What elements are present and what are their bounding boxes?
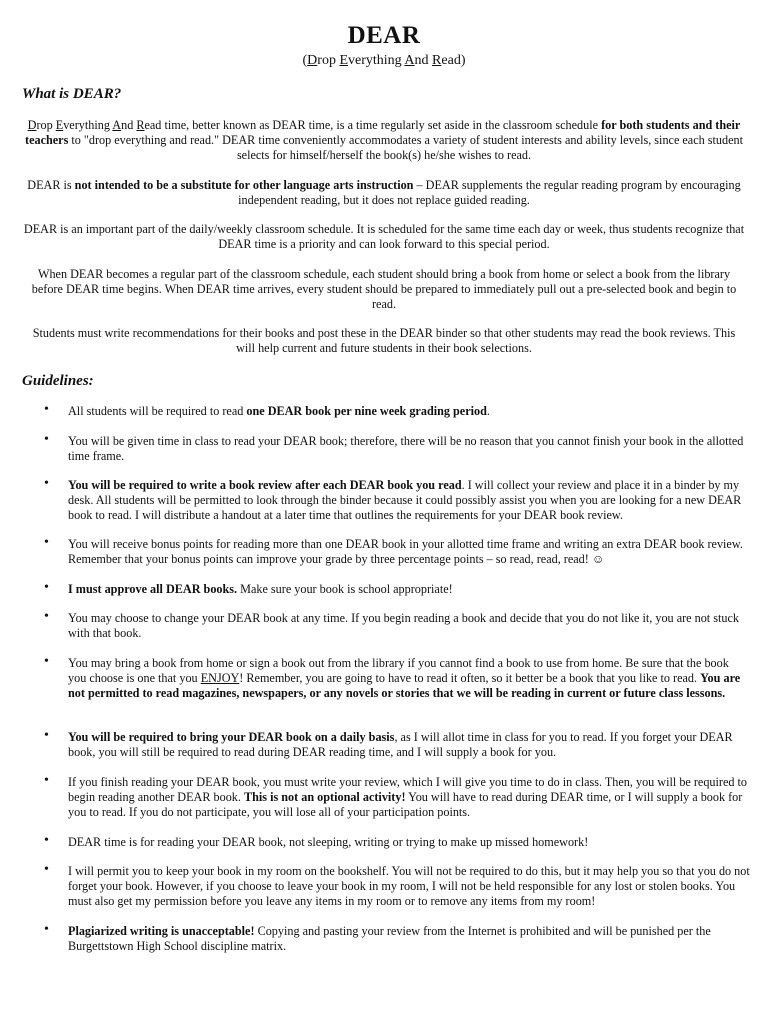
- bullet-icon: •: [44, 773, 49, 788]
- subtitle-letter-a: A: [404, 53, 415, 68]
- text-run: All students will be required to read: [68, 404, 247, 418]
- text-run: You will have to read during DEAR time, or I will supply a book for you to read. If you do not participate, you will lose all of your participation points.: [68, 790, 743, 819]
- text-run: ! Remember, you are going to have to read it often, so it better be a book that you like to read.: [239, 671, 701, 685]
- bold-run: You will be required to write a book review after each DEAR book you read: [68, 478, 462, 492]
- guidelines-heading: Guidelines:: [22, 373, 94, 389]
- subtitle-word-rest: verything: [348, 53, 405, 68]
- subtitle-word-rest: nd: [414, 53, 433, 68]
- bold-run: I must approve all DEAR books.: [68, 582, 238, 596]
- underlined-letter: A: [112, 118, 122, 132]
- guideline-text: [68, 478, 750, 523]
- bullet-icon: •: [44, 728, 49, 743]
- bullet-icon: •: [44, 862, 49, 877]
- guideline-text: [68, 404, 750, 419]
- text-run: , as I will allot time in class for you to read. If you forget your DEAR book, you will still be required to read during DEAR reading time, and I will supply a book for you.: [68, 730, 733, 759]
- schedule-paragraph: DEAR is an important part of the daily/weekly classroom schedule. It is scheduled for the same time each day or week, thus students recognize that DEAR time is a priority and can look forward to this special period.: [23, 222, 745, 251]
- text-run: rop: [36, 118, 56, 132]
- bold-run: Plagiarized writing is unacceptable!: [68, 924, 255, 938]
- guideline-text: DEAR time is for reading your DEAR book, not sleeping, writing or trying to make up missed homework!: [68, 835, 589, 849]
- text-run: to "drop everything and read." DEAR time conveniently accommodates a variety of student interests and ability levels, since each student selects for himself/herself the book(s) he/she wishes to read.: [68, 133, 743, 162]
- text-run: Copying and pasting your review from the Internet is prohibited and will be punished per the Burgettstown High School discipline matrix.: [68, 924, 711, 953]
- bullet-icon: •: [44, 402, 49, 417]
- substitute-paragraph: [22, 178, 746, 208]
- bullet-icon: •: [44, 833, 49, 848]
- bullet-icon: •: [44, 432, 49, 447]
- bold-run: for both students and their teachers: [25, 118, 741, 147]
- text-run: nd: [121, 118, 137, 132]
- guideline-text: [68, 775, 750, 820]
- text-run: verything: [63, 118, 113, 132]
- underlined-letter: R: [136, 118, 145, 132]
- subtitle-word-rest: ead: [441, 53, 461, 68]
- guideline-text: You will receive bonus points for reading more than one DEAR book in your allotted time frame and writing an extra DEAR book review. Remember that your bonus points can improve your grade by three percentage points – so read, read, read! ☺: [68, 537, 743, 566]
- subtitle-letter-r: R: [432, 53, 442, 68]
- bold-run: You are not permitted to read magazines, newspapers, or any novels or stories that we will be reading in current or future class lessons.: [68, 671, 741, 700]
- guideline-text: I will permit you to keep your book in my room on the bookshelf. You will not be required to do this, but it may help you so that you do not forget your book. However, if you choose to leave your book in my room, I will not be held responsible for any lost or stolen books. You must also get my permission before you leave any items in my room or to remove any items from my room!: [68, 864, 750, 908]
- guideline-text: You may choose to change your DEAR book at any time. If you begin reading a book and decide that you do not like it, you are not stuck with that book.: [68, 611, 739, 640]
- text-run: Make sure your book is school appropriate!: [237, 582, 453, 596]
- bullet-icon: •: [44, 654, 49, 669]
- text-run: You may bring a book from home or sign a book out from the library if you cannot find a book to use from home. Be sure that the book you choose is one that you: [68, 656, 729, 685]
- what-is-dear-heading: What is DEAR?: [22, 86, 122, 102]
- document-subtitle: [0, 53, 768, 69]
- bullet-icon: •: [44, 580, 49, 595]
- bullet-icon: •: [44, 535, 49, 550]
- text-run: DEAR is: [27, 178, 75, 192]
- bullet-icon: •: [44, 476, 49, 491]
- bold-run: not intended to be a substitute for other language arts instruction: [74, 178, 414, 192]
- bold-run: You will be required to bring your DEAR book on a daily basis: [68, 730, 395, 744]
- bullet-icon: •: [44, 922, 49, 937]
- text-run: . I will collect your review and place it in a binder by my desk. All students will be permitted to look through the binder because it could possibly assist you when you are looking for a new DEAR book to read. I will distribute a handout at a later time that outlines the requirements for your DEAR book review.: [68, 478, 742, 522]
- underlined-letter: E: [55, 118, 64, 132]
- underlined-word: ENJOY: [200, 671, 240, 685]
- subtitle-word-rest: rop: [317, 53, 340, 68]
- subtitle-open-paren: (: [302, 53, 308, 68]
- guideline-text: You will be given time in class to read your DEAR book; therefore, there will be no reason that you cannot finish your book in the allotted time frame.: [68, 434, 744, 463]
- text-run: ead time, better known as DEAR time, is a time regularly set aside in the classroom schedule: [144, 118, 602, 132]
- underlined-letter: D: [27, 118, 37, 132]
- intro-paragraph: [22, 118, 746, 163]
- subtitle-letter-e: E: [339, 53, 349, 68]
- guideline-text: [68, 924, 750, 954]
- text-run: .: [486, 404, 490, 418]
- text-run: – DEAR supplements the regular reading program by encouraging independent reading, but it does not replace guided reading.: [238, 178, 741, 207]
- subtitle-close-paren: ): [460, 53, 466, 68]
- text-run: If you finish reading your DEAR book, you must write your review, which I will give you time to do in class. Then, you will be required to begin reading another DEAR book.: [68, 775, 747, 804]
- bold-run: one DEAR book per nine week grading period: [246, 404, 487, 418]
- guideline-text: [68, 730, 750, 760]
- bullet-icon: •: [44, 609, 49, 624]
- routine-paragraph: When DEAR becomes a regular part of the classroom schedule, each student should bring a book from home or select a book from the library before DEAR time begins. When DEAR time arrives, every student should be prepared to immediately pull out a pre-selected book and begin to read.: [31, 267, 737, 311]
- subtitle-letter-d: D: [307, 53, 318, 68]
- guideline-text: [68, 582, 750, 597]
- guideline-text: [68, 656, 750, 701]
- document-title: DEAR: [347, 22, 421, 49]
- bold-run: This is not an optional activity!: [244, 790, 406, 804]
- recommendations-paragraph: Students must write recommendations for their books and post these in the DEAR binder so that other students may read the book reviews. This will help current and future students in their book selections.: [32, 326, 736, 355]
